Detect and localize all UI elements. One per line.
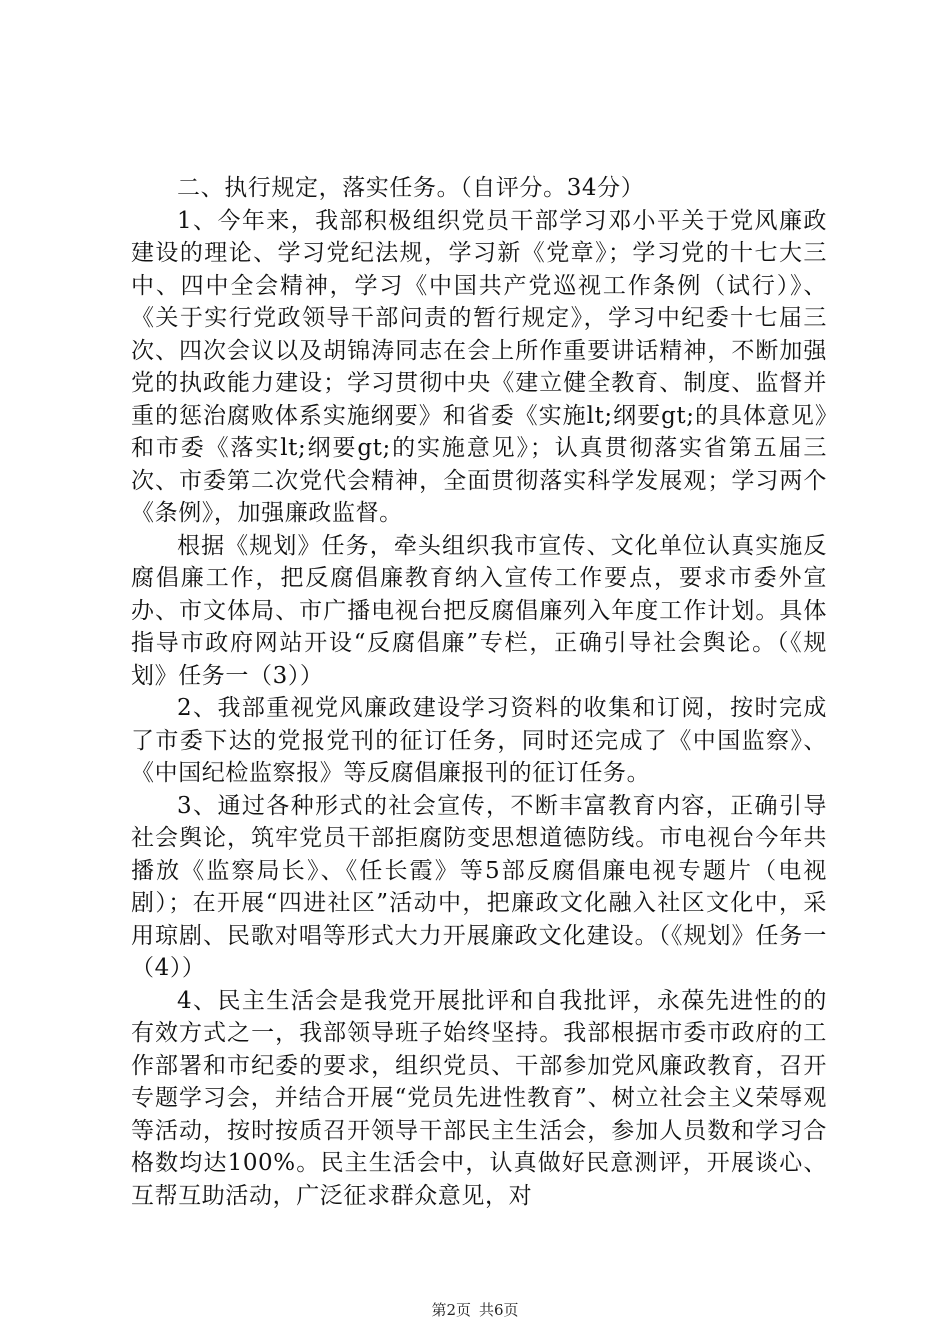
paragraph-item-4: 4、民主生活会是我党开展批评和自我批评，永葆先进性的的有效方式之一，我部领导班子始终坚持。我部根据市委市政府的工作部署和市纪委的要求，组织党员、干部参加党风廉政教育，召开专题学习会，并结合开展“党员先进性教育”、树立社会主义荣辱观等活动，按时按质召开领导干部民主生活会，参加人员数和学习合格数均达100%。民主生活会中，认真做好民意测评，开展谈心、互帮互助活动，广泛征求群众意见，对: [131, 987, 827, 1209]
page-number: 第2页: [431, 1301, 471, 1319]
page-total: 共6页: [479, 1301, 519, 1319]
document-body: [131, 172, 827, 1212]
paragraph-item-3: 3、通过各种形式的社会宣传，不断丰富教育内容，正确引导社会舆论，筑牢党员干部拒腐防变思想道德防线。市电视台今年共播放《监察局长》、《任长霞》等5部反腐倡廉电视专题片（电视剧）；在开展“四进社区”活动中，把廉政文化融入社区文化中，采用琼剧、民歌对唱等形式大力开展廉政文化建设。（《规划》任务一（4））: [131, 792, 827, 981]
section-heading: 二、执行规定，落实任务。（自评分。34分）: [177, 175, 645, 201]
page-footer: [0, 1300, 950, 1320]
paragraph-item-1: 1、今年来，我部积极组织党员干部学习邓小平关于党风廉政建设的理论、学习党纪法规，学习新《党章》；学习党的十七大三中、四中全会精神，学习《中国共产党巡视工作条例（试行）》、《关于实行党政领导干部问责的暂行规定》，学习中纪委十七届三次、四次会议以及胡锦涛同志在会上所作重要讲话精神，不断加强党的执政能力建设；学习贯彻中央《建立健全教育、制度、监督并重的惩治腐败体系实施纲要》和省委《实施lt;纲要gt;的具体意见》和市委《落实lt;纲要gt;的实施意见》；认真贯彻落实省第五届三次、市委第二次党代会精神，全面贯彻落实科学发展观；学习两个《条例》，加强廉政监督。: [131, 207, 827, 526]
paragraph-plan-task: 根据《规划》任务，牵头组织我市宣传、文化单位认真实施反腐倡廉工作，把反腐倡廉教育纳入宣传工作要点，要求市委外宣办、市文体局、市广播电视台把反腐倡廉列入年度工作计划。具体指导市政府网站开设“反腐倡廉”专栏，正确引导社会舆论。（《规划》任务一（3））: [131, 532, 827, 689]
paragraph-item-2: 2、我部重视党风廉政建设学习资料的收集和订阅，按时完成了市委下达的党报党刊的征订任务，同时还完成了《中国监察》、《中国纪检监察报》等反腐倡廉报刊的征订任务。: [131, 695, 827, 786]
